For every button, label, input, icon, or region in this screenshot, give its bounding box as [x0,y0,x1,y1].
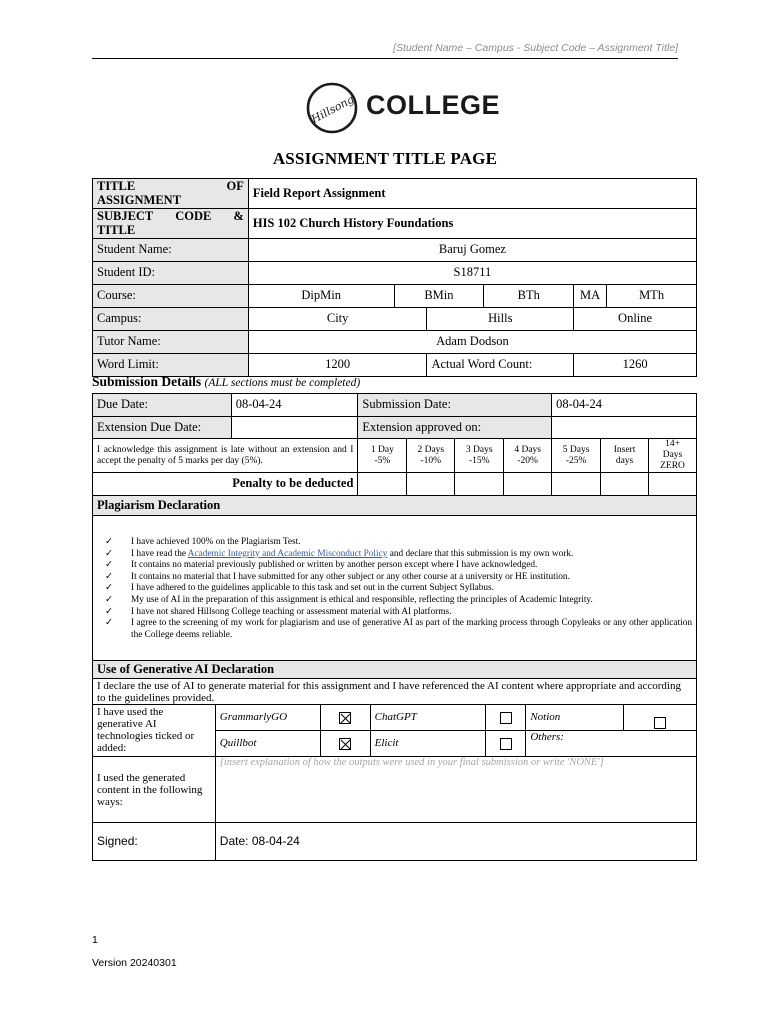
student-id-label: Student ID: [93,262,249,285]
declaration-text: I have achieved 100% on the Plagiarism Test. [131,537,301,547]
penalty-option[interactable] [552,439,601,473]
penalty-days: 5 Days [562,444,590,455]
actual-word-count-value[interactable]: 1260 [574,354,697,377]
word-limit-value[interactable]: 1200 [248,354,427,377]
plagiarism-declaration [93,516,697,662]
ai-declaration-table [92,660,697,861]
check-icon: ✓ [105,594,113,605]
subject-label-1: SUBJECT [97,209,154,224]
plagiarism-heading: Plagiarism Declaration [93,496,697,516]
student-name-value[interactable]: Baruj Gomez [248,239,696,262]
checked-box-icon[interactable] [339,738,351,750]
ai-tool-name: Notion [526,705,624,731]
declaration-text: I have not shared Hillsong College teaching or assessment material with AI platforms. [131,606,452,617]
declaration-text: It contains no material previously published or written by another person except where I have acknowledged. [131,560,538,571]
header-rule [92,58,678,59]
subject-label [93,209,249,239]
ai-usage-label: I used the generated content in the following ways: [93,757,216,823]
declaration-text: It contains no material that I have submitted for any other subject or any other course at a university or HE institution. [131,571,570,582]
declaration-item [105,537,692,549]
check-icon: ✓ [105,606,113,617]
campus-option[interactable]: City [248,308,427,331]
penalty-cell[interactable] [455,473,504,496]
course-option[interactable]: BTh [484,285,574,308]
elicit-checkbox[interactable] [486,731,526,757]
penalty-option[interactable] [649,439,697,473]
grammarlygo-checkbox[interactable] [320,705,370,731]
signature-date[interactable]: Date: 08-04-24 [215,823,696,861]
check-icon: ✓ [105,560,113,571]
check-icon: ✓ [105,537,113,547]
declaration-item [105,583,692,595]
penalty-option[interactable] [358,439,407,473]
submission-heading-note: (ALL sections must be completed) [204,377,361,389]
empty-box-icon[interactable] [654,717,666,729]
ai-declaration-heading: Use of Generative AI Declaration [93,661,697,679]
extension-approved-label: Extension approved on: [358,417,552,439]
penalty-cell[interactable] [649,473,697,496]
actual-word-count-label: Actual Word Count: [427,354,574,377]
declaration-item [105,607,692,619]
penalty-option[interactable] [601,439,649,473]
declaration-item [105,549,692,561]
check-icon: ✓ [105,618,113,629]
due-date-value[interactable]: 08-04-24 [231,394,358,417]
page-title: ASSIGNMENT TITLE PAGE [272,149,498,168]
penalty-cell[interactable] [407,473,455,496]
extension-due-label: Extension Due Date: [93,417,232,439]
check-icon: ✓ [105,583,113,594]
course-option[interactable]: BMin [394,285,484,308]
course-option[interactable]: MA [574,285,607,308]
word-limit-label: Word Limit: [93,354,249,377]
submission-date-label: Submission Date: [358,394,552,417]
late-acknowledgement: I acknowledge this assignment is late without an extension and I accept the penalty of 5 marks per day (5%). [93,439,358,473]
assignment-title-value[interactable]: Field Report Assignment [248,179,696,209]
title-label-1: TITLE [97,179,136,194]
quillbot-checkbox[interactable] [320,731,370,757]
penalty-option[interactable] [504,439,552,473]
declaration-text: I agree to the screening of my work for plagiarism and use of generative AI as part of the marking process through Copyleaks or any other application the College deems reliable. [131,618,692,640]
declaration-item [105,618,692,641]
course-option[interactable]: DipMin [248,285,394,308]
hillsong-college-logo [302,80,502,136]
penalty-days: 14+ [665,439,680,450]
penalty-cell[interactable] [552,473,601,496]
declaration-item [105,595,692,607]
penalty-percent: -10% [420,455,442,466]
ai-tool-name: Elicit [370,731,486,757]
ai-tool-name: GrammarlyGO [215,705,320,731]
penalty-percent: -20% [517,455,538,466]
notion-checkbox[interactable] [624,705,697,731]
page-number: 1 [92,934,98,946]
submission-details-heading [92,374,360,390]
ai-tool-name: ChatGPT [370,705,486,731]
penalty-zero: ZERO [660,460,685,471]
campus-option[interactable]: Hills [427,308,574,331]
submission-heading-text: Submission Details [92,374,202,389]
hillsong-script: Hillsong [309,92,357,126]
version-label: Version 20240301 [92,957,177,969]
penalty-deducted-label: Penalty to be deducted [93,473,358,496]
declaration-item [105,572,692,584]
ai-tool-name: Quillbot [215,731,320,757]
subject-value[interactable]: HIS 102 Church History Foundations [248,209,696,239]
extension-approved-value[interactable] [552,417,697,439]
penalty-percent: -25% [565,455,587,466]
student-id-value[interactable]: S18711 [248,262,696,285]
declaration-text: I have read the [131,548,188,559]
penalty-days: Insert [613,444,636,455]
submission-date-value[interactable]: 08-04-24 [552,394,697,417]
subject-label-3: & [233,209,244,224]
empty-box-icon[interactable] [500,712,512,724]
penalty-option[interactable] [407,439,455,473]
ai-usage-input[interactable]: [insert explanation of how the outputs were used in your final submission or write 'NONE'] [215,757,696,823]
penalty-percent: Days [662,450,683,461]
course-option[interactable]: MTh [607,285,697,308]
due-date-label: Due Date: [93,394,232,417]
penalty-option[interactable] [455,439,504,473]
penalty-cell[interactable] [504,473,552,496]
student-name-label: Student Name: [93,239,249,262]
ai-declaration-text: I declare the use of AI to generate material for this assignment and I have referenced the AI content where appropriate and according to the guidelines provided. [93,679,697,705]
signed-label: Signed: [93,823,216,861]
subject-label-2: CODE [175,209,212,224]
penalty-cell[interactable] [358,473,407,496]
submission-table [92,393,697,662]
extension-due-value[interactable] [231,417,358,439]
penalty-percent: days [615,455,634,466]
hillsong-seal-icon [302,80,362,136]
college-wordmark: COLLEGE [366,90,501,120]
plagiarism-list [97,537,692,641]
penalty-percent: -5% [374,455,391,466]
empty-box-icon[interactable] [500,738,512,750]
tutor-value[interactable]: Adam Dodson [248,331,696,354]
declaration-text: I have adhered to the guidelines applicable to this task and set out in the current Subject Syllabus. [131,583,495,594]
penalty-days: 4 Days [514,444,541,455]
others-field[interactable]: Others: [526,731,697,757]
course-label: Course: [93,285,249,308]
running-header: [Student Name – Campus - Subject Code – Assignment Title] [393,42,678,54]
title-label-2: OF [226,179,244,194]
penalty-days: 2 Days [417,444,445,455]
title-label-3: ASSIGNMENT [97,192,182,207]
declaration-text: My use of AI in the preparation of this assignment is ethical and responsible, reflecting the principles of Academic Integrity. [131,594,593,605]
penalty-cell[interactable] [601,473,649,496]
declaration-item [105,560,692,572]
declaration-text-suffix: and declare that this submission is my own work. [387,548,574,559]
penalty-percent: -15% [468,455,490,466]
check-icon: ✓ [105,548,113,559]
campus-label: Campus: [93,308,249,331]
chatgpt-checkbox[interactable] [486,705,526,731]
checked-box-icon[interactable] [339,712,351,724]
assignment-info-table [92,178,697,377]
penalty-days: 3 Days [465,444,493,455]
academic-integrity-policy-link[interactable]: Academic Integrity and Academic Misconduct Policy [187,548,388,559]
campus-option[interactable]: Online [574,308,697,331]
subject-label-4: TITLE [97,222,136,237]
penalty-days: 1 Day [370,444,394,455]
tutor-label: Tutor Name: [93,331,249,354]
check-icon: ✓ [105,571,113,582]
ai-used-label: I have used the generative AI technologies ticked or added: [93,705,216,757]
title-label [93,179,249,209]
